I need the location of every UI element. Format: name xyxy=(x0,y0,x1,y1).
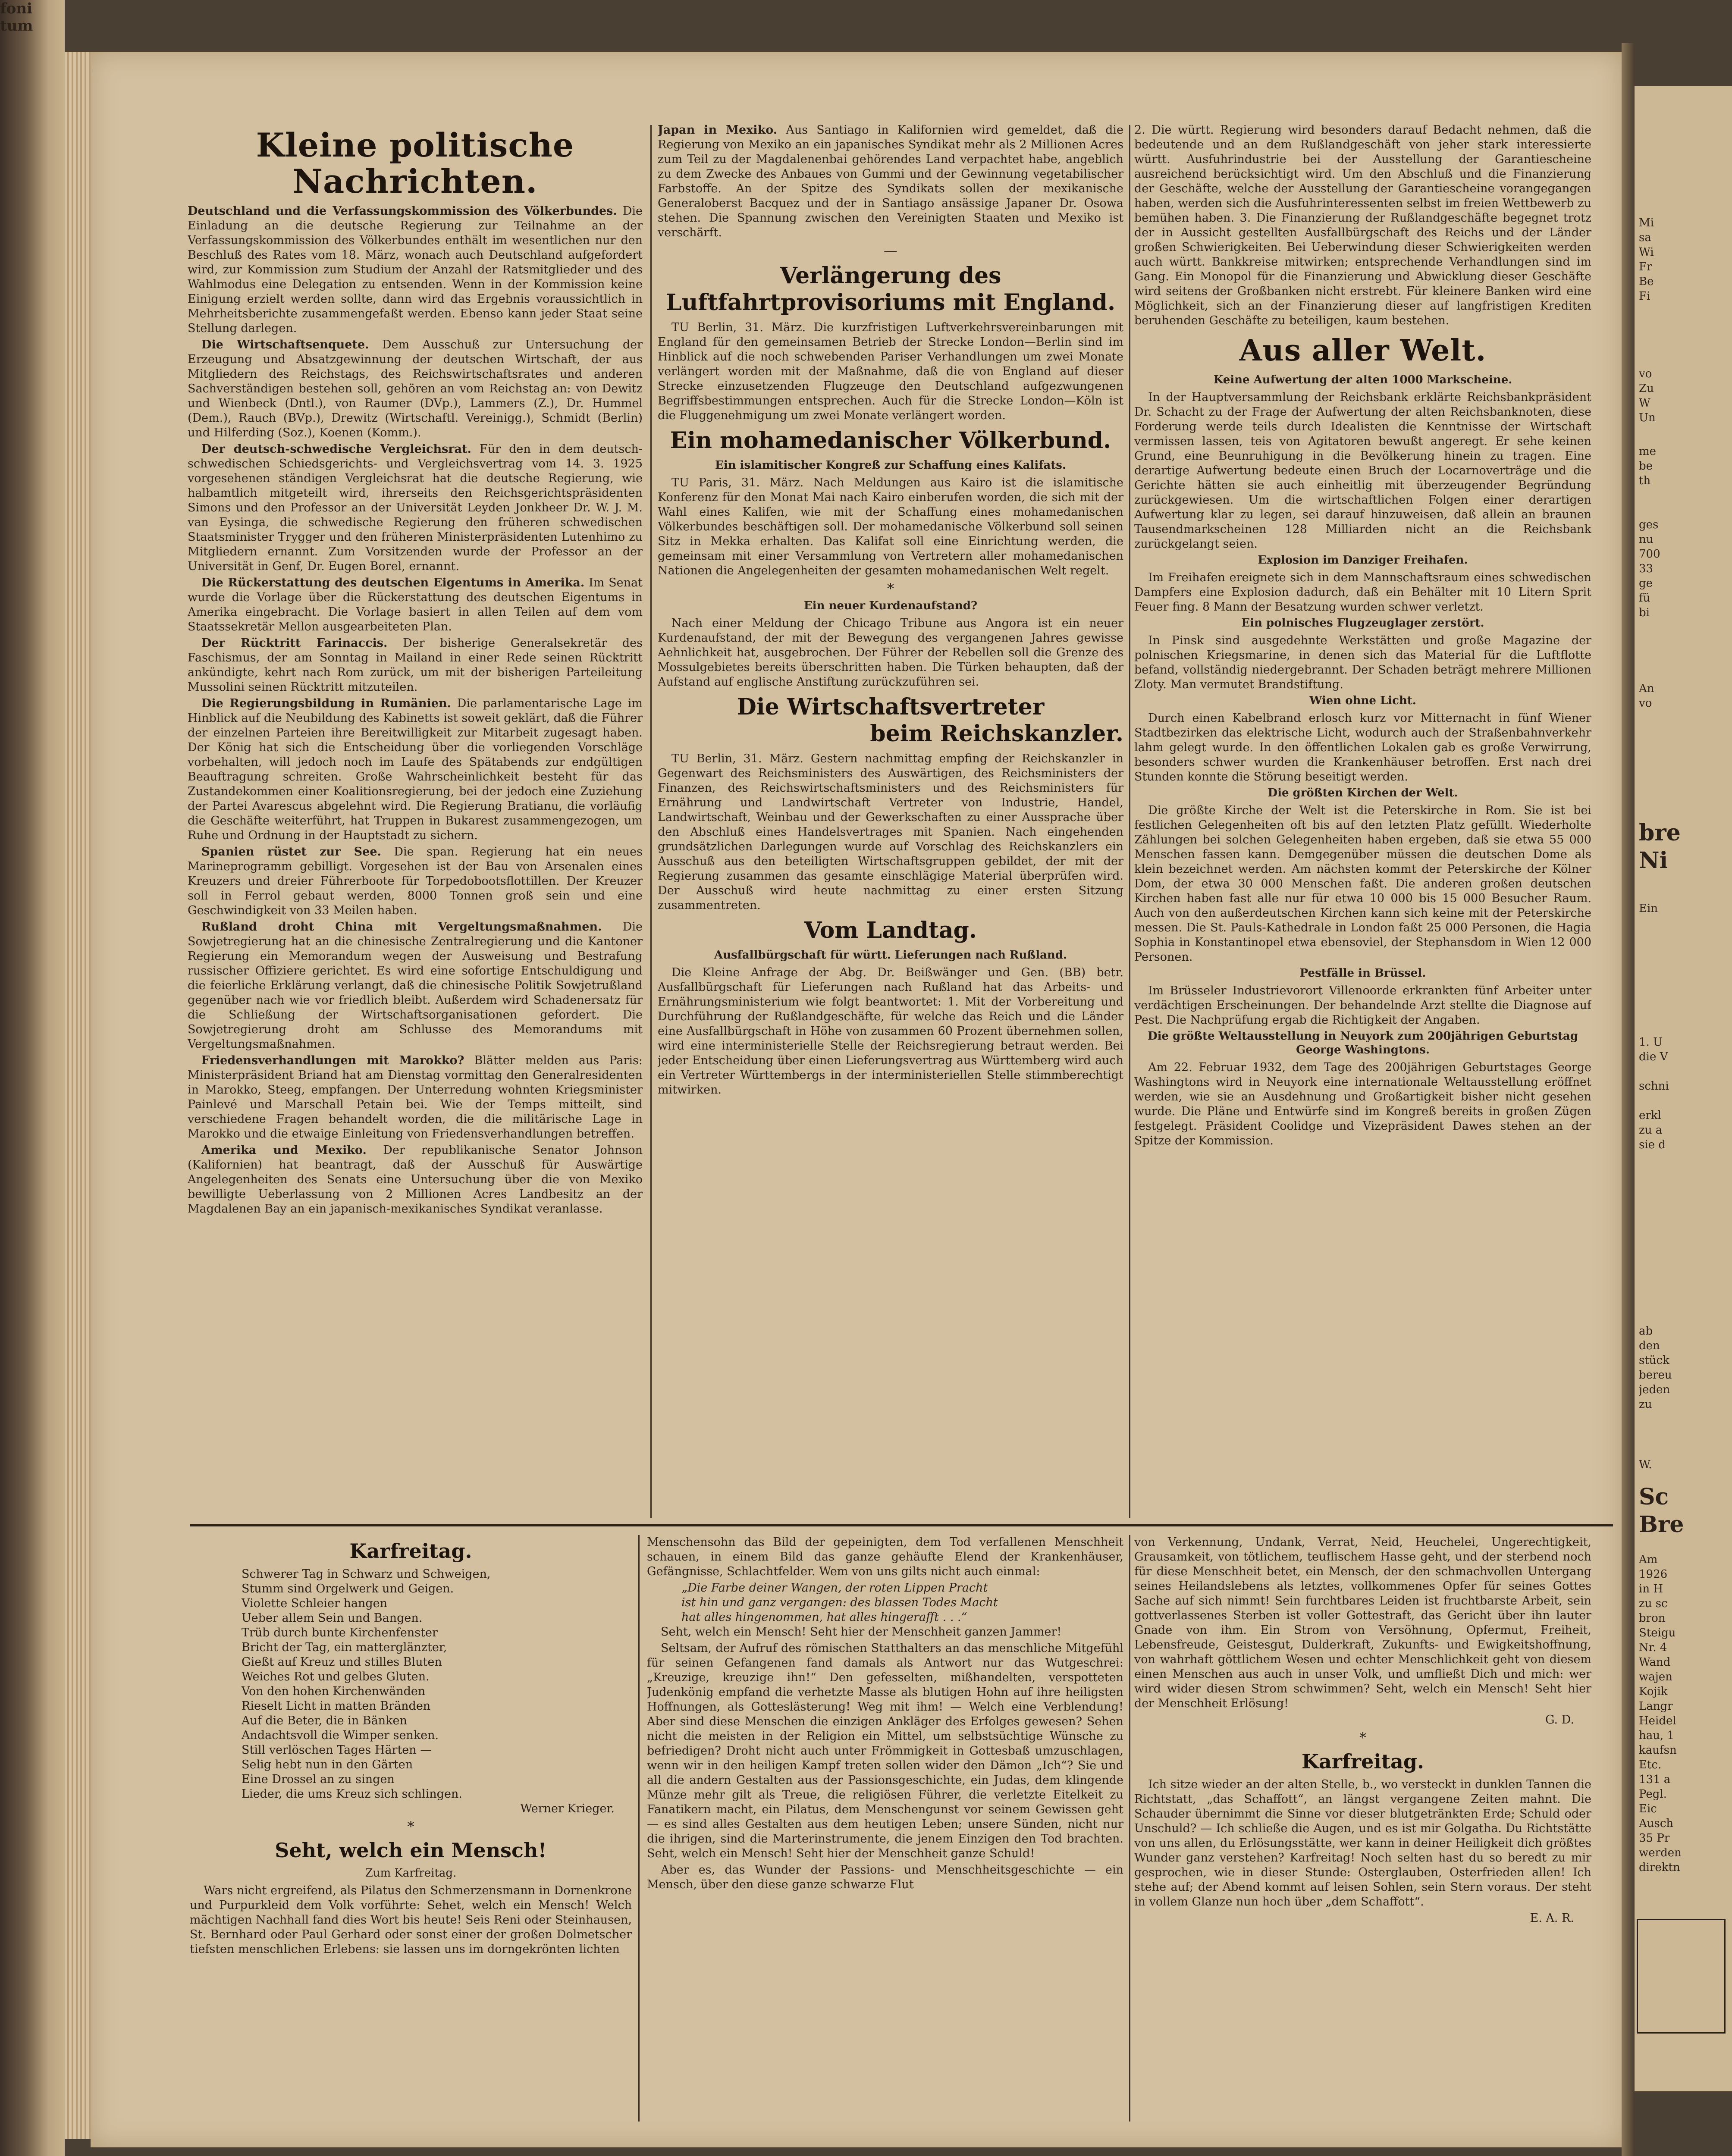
headline-vom-landtag: Vom Landtag. xyxy=(804,917,977,943)
separator-star: — xyxy=(884,242,897,259)
subheadline: Zum Karfreitag. xyxy=(365,1867,457,1880)
book-edge-left xyxy=(0,0,65,2156)
news-item: Der deutsch-schwedische Vergleichsrat. Für den in dem deutsch-schwedischen Schiedsgerichts- und Vergleichsvertrag vom 14. 3. 1925 vorgesehenen ständigen Vergleichsrat hat die deutsche Regierung, wie halbamtlich mitgeteilt wird, ihrerseits den Reichsgerichtspräsidenten Simons und den Professor an der Universität Leyden Jonkheer Dr. W. J. M. van Eysinga, die schwedische Regierung den früheren schwedischen Staatsminister Trygger und den früheren Ministerpräsidenten Lutenhimo zu Mitgliedern ernannt. Zum Vorsitzenden wurde der Professor an der Universität in Genf, Dr. Eugen Borel, ernannt. xyxy=(188,442,643,573)
article-body: TU Berlin, 31. März. Gestern nachmittag empfing der Reichskanzler in Gegenwart des Reichsministers des Auswärtigen, des Reichsministers der Finanzen, des Reichswirtschaftsministers und des Reichsministers für Ernährung und Landwirtschaft Vertreter von Industrie, Handel, Landwirtschaft, Weinbau und der Gewerkschaften zu einer Aussprache über den Abschluß eines Handelsvertrages mit Spanien. Nach eingehenden grundsätzlichen Darlegungen wurde auf Vorschlag des Reichskanzlers ein Ausschuß aus den beteiligten Wirtschaftsgruppen gebildet, der mit der Regierung zusammen das gesamte einschlägige Material überprüfen wird. Der Ausschuß wird heute nachmittag zu einer ersten Sitzung zusammentreten. xyxy=(658,752,1123,912)
column-rule xyxy=(1129,1535,1130,2122)
next-page-fragment: vo Zu W Un xyxy=(1639,367,1656,424)
next-page-fragment: ges nu 700 33 ge fü bi xyxy=(1639,518,1660,619)
news-item: Rußland droht China mit Vergeltungsmaßnahmen. Die Sowjetregierung hat an die chinesische Zentralregierung und die Kantoner Regierung ein Memorandum wegen der Ausweisung und Bestrafung russischer Offiziere gerichtet. Es wird eine sofortige Entschuldigung und die feierliche Erklärung verlangt, daß die chinesische Politik Sowjetrußland gegenüber nach wie vor friedlich bleibt. Außerdem wird Schadenersatz für die Schließung der Wirtschaftsorganisationen gefordert. Die Sowjetregierung droht am Schlusse des Memorandums mit Vergeltungsmaßnahmen. xyxy=(188,920,643,1051)
next-page-fragment: Mi sa Wi Fr Be Fi xyxy=(1639,216,1654,303)
column-rule xyxy=(1129,125,1130,1518)
book-gutter xyxy=(1622,43,1635,2156)
column-1 xyxy=(188,123,643,1520)
news-item: Der Rücktritt Farinaccis. Der bisherige Generalsekretär des Faschismus, der am Sonntag in Mailand in einer Rede seinen Rücktritt ankündigte, kehrt nach Rom zurück, um mit der bisherigen Parteileitung Mussolini seinen Rücktritt mitzuteilen. xyxy=(188,636,643,694)
essay-body: Menschensohn das Bild der gepeinigten, dem Tod verfallenen Menschheit schauen, in einem Bild das ganze gehäufte Elend der Krankenhäuser, Gefängnisse, Schlachtfelder. Wem von uns gilts nicht auch einmal: xyxy=(647,1536,1123,1578)
next-page-fragment: 1. U die V schni erkl zu a sie d xyxy=(1639,1036,1669,1151)
page-stack xyxy=(65,52,91,2139)
next-page-headline: foni tum xyxy=(0,0,33,34)
column-3 xyxy=(1134,123,1591,1520)
next-page-fragment: ab den stück bereu jeden zu xyxy=(1639,1325,1672,1411)
next-page-fragment: W. xyxy=(1639,1458,1652,1471)
poem: Schwerer Tag in Schwarz und Schweigen, Stumm sind Orgelwerk und Geigen. Violette Schleier hangen Ueber allem Sein und Bangen. Trüb durch bunte Kirchenfenster Bricht der Tag, ein matterglänzter, Gießt auf Kreuz und stilles Bluten Weiches Rot und gelbes Gluten. Von den hohen Kirchenwänden Rieselt Licht in matten Bränden Auf die Beter, die in Bänken Andachtsvoll die Wimper senken. Still verlöschen Tages Härten — Selig hebt nun in den Gärten Eine Drossel an zu singen Lieder, die ums Kreuz sich schlingen. xyxy=(242,1567,491,1801)
essay-body: Aber es, das Wunder der Passions- und Menschheitsgeschichte — ein Mensch, über den diese ganze schwarze Flut xyxy=(647,1863,1123,1891)
essay-body: Ich sitze wieder an der alten Stelle, b., wo versteckt in dunklen Tannen die Richtstatt, „das Schaffott“, an längst vergangene Zeiten mahnt. Die Schauder übernimmt die Sinne vor dieser blutgetränkten Erde; Schuld oder Unschuld? — Ich schließe die Augen, und es ist mir Golgatha. Du Richtstätte von uns allen, du Erlösungsstätte, wer kann in deiner Heiligkeit dich größtes Wunder ganz verstehen? Karfreitag! Noch selten hast du so beredt zu mir gesprochen, wie in dieser Stunde: Osterglauben, Osterfrieden allen! Ich stehe auf; der Abend kommt auf leisen Sohlen, sein Stern voraus. Der steht in vollem Glanze nun hoch über „dem Schaffott“. xyxy=(1134,1778,1591,1908)
separator-star: * xyxy=(887,580,894,597)
news-item: Die Rückerstattung des deutschen Eigentums in Amerika. Im Senat wurde die Vorlage über die Rückerstattung des deutschen Eigentums in Amerika eingebracht. Die Vorlage basiert in allen Teilen auf dem vom Staatssekretär Mellon ausgearbeiteten Plan. xyxy=(188,576,643,633)
column-rule xyxy=(638,1535,640,2122)
subheadline: Ein islamitischer Kongreß zur Schaffung eines Kalifats. xyxy=(715,459,1066,472)
separator-star: * xyxy=(407,1818,414,1835)
next-page-ad-box xyxy=(1637,1919,1726,2034)
poem-author: Werner Krieger. xyxy=(520,1802,615,1815)
headline-seht-welch-ein-mensch: Seht, welch ein Mensch! xyxy=(275,1839,547,1862)
subheadline: Die größten Kirchen der Welt. xyxy=(1268,787,1458,799)
subheadline: Wien ohne Licht. xyxy=(1309,694,1416,707)
essay-body: Seht, welch ein Mensch! Seht hier der Menschheit ganzen Jammer! xyxy=(661,1625,1062,1639)
headline-karfreitag-poem: Karfreitag. xyxy=(349,1539,472,1563)
essay-signature: G. D. xyxy=(1545,1713,1574,1727)
news-item: Die Regierungsbildung in Rumänien. Die parlamentarische Lage im Hinblick auf die Neubildung des Kabinetts ist soweit geklärt, daß die Führer der einzelnen Parteien ihre Bereitwilligkeit zur Mitarbeit zugesagt haben. Der König hat sich die Entscheidung über die vorliegenden Vorschläge vorbehalten, will jedoch noch im Laufe des Spätabends zur endgültigen Beauftragung schreiten. Große Wahrscheinlichkeit besteht für das Zustandekommen einer Koalitionsregierung, bei der jedoch eine Zuziehung der Partei Avarescus abgelehnt wird. Die Regierung Bratianu, die vorläufig die Geschäfte weiterführt, hat Truppen in Bukarest zusammengezogen, um Ruhe und Ordnung in der Hauptstadt zu sichern. xyxy=(188,697,643,842)
article-body: Nach einer Meldung der Chicago Tribune aus Angora ist ein neuer Kurdenaufstand, der mit der Bewegung des vergangenen Jahres gewisse Aehnlichkeit hat, ausgebrochen. Der Führer der Rebellen soll die Grenze des Mossulgebietes bereits überschritten haben. Die Türken behaupten, daß der Aufstand auf englische Anstiftung zurückzuführen sei. xyxy=(658,617,1123,689)
news-item: Die Wirtschaftsenquete. Dem Ausschuß zur Untersuchung der Erzeugung und Absatzgewinnung der deutschen Wirtschaft, der aus Mitgliedern des Reichstags, des Reichswirtschaftsrates und anderen Sachverständigen bestehen soll, gehören an vom Reichstag an: von Dewitz und Wienbeck (Dntl.), von Raumer (DVp.), Lammers (Z.), Dr. Hummel (Dem.), Rauch (BVp.), Drewitz (Wirtschaftl. Vereinigg.), Schmidt (Berlin) und Hilferding (Soz.), Koenen (Komm.). xyxy=(188,338,643,439)
news-item: Deutschland und die Verfassungskommission des Völkerbundes. Die Einladung an die deutsche Regierung zur Teilnahme an der Verfassungskommission des Völkerbundes enthält im wesentlichen nur den Beschluß des Rates vom 18. März, wonach auch Deutschland aufgefordert wird, zur Kommission zum Studium der Anzahl der Ratsmitglieder und des Wahlmodus eine Delegation zu entsenden. Wenn in der Kommission keine Einigung erzielt werden sollte, dann wird das Ergebnis voraussichtlich in Mehrheitsberichte zusammengefaßt werden. Ebenso kann jeder Staat seine Stellung darlegen. xyxy=(188,204,643,335)
section-rule xyxy=(190,1524,1613,1526)
news-item: Die größte Kirche der Welt ist die Peterskirche in Rom. Sie ist bei festlichen Gelegenheiten oft bis auf den letzten Platz gefüllt. Wiederholte Zählungen bei solchen Gelegenheiten haben ergeben, daß sie etwa 55 000 Menschen fassen kann. Demgegenüber müssen die deutschen Dome als klein bezeichnet werden. Am nächsten kommt der Peterskirche der Kölner Dom, der etwa 30 000 Menschen faßt. Die anderen großen deutschen Kirchen haben fast alle nur für etwa 10 000 bis 15 000 Besucher Raum. Auch von den außerdeutschen Kirchen kann sich keine mit der Peterskirche messen. Die St. Pauls-Kathedrale in London faßt 25 000 Personen, die Hagia Sophia in Konstantinopel etwa ebensoviel, der Stephansdom in Wien 12 000 Personen. xyxy=(1134,804,1591,964)
column-2 xyxy=(658,123,1123,1520)
article-body: Die Kleine Anfrage der Abg. Dr. Beißwänger und Gen. (BB) betr. Ausfallbürgschaft für Lieferungen nach Rußland hat das Arbeits- und Ernährungsministerium wie folgt beantwortet: 1. Mit der Vorbereitung und Durchführung der Rußlandgeschäfte, für welche das Reich und die Länder eine Ausfallbürgschaft in Höhe von zusammen 60 Prozent übernehmen sollen, wird eine interministerielle Stelle der Reichsregierung betraut werden. Bei jeder Entscheidung über einen Lieferungsvertrag aus Württemberg wird auch ein Vertreter Württembergs in der interministeriellen Stelle stimmberechtigt mitwirken. xyxy=(658,966,1123,1097)
headline-reichskanzler: beim Reichskanzler. xyxy=(870,721,1123,747)
headline-voelkerbund: Ein mohamedanischer Völkerbund. xyxy=(670,427,1111,454)
article-body: TU Berlin, 31. März. Die kurzfristigen Luftverkehrsvereinbarungen mit England für den gemeinsamen Betrieb der Strecke London—Berlin sind im Hinblick auf die noch schwebenden Pariser Verhandlungen um zwei Monate verlängert worden mit der Maßnahme, daß die von England auf dieser Strecke einzusetzenden Flugzeuge den Deutschland aufgezwungenen Begriffsbestimmungen entsprechen. Auch für die Strecke London—Köln ist die Fluggenehmigung um zwei Monate verlängert worden. xyxy=(658,321,1123,422)
news-item: Am 22. Februar 1932, dem Tage des 200jährigen Geburtstages George Washingtons wird in Neuyork eine internationale Weltausstellung eröffnet werden, wie sie an Ausdehnung und Großartigkeit bisher nicht gesehen wurde. Die Pläne und Entwürfe sind im Kongreß bereits in großen Zügen festgelegt. Präsident Coolidge und Vizepräsident Dawes stehen an der Spitze der Kommission. xyxy=(1134,1061,1591,1147)
news-item: Friedensverhandlungen mit Marokko? Blätter melden aus Paris: Ministerpräsident Briand hat am Dienstag vormittag den Generalresidenten in Marokko, Steeg, empfangen. Der Unterredung wohnten Kriegsminister Painlevé und Marschall Petain bei. Wie der Temps mitteilt, sind verschiedene Fragen behandelt worden, die die militärische Lage in Marokko und die etwaige Einleitung von Friedensverhandlungen betreffen. xyxy=(188,1054,643,1141)
news-item: Im Brüsseler Industrievorort Villenoorde erkrankten fünf Arbeiter unter verdächtigen Erscheinungen. Der behandelnde Arzt stellte die Diagnose auf Pest. Die Nachprüfung ergab die Richtigkeit der Angaben. xyxy=(1134,984,1591,1027)
article-continuation: 2. Die württ. Regierung wird besonders darauf Bedacht nehmen, daß die bedeutende und an dem Rußlandgeschäft von jeher stark interessierte württ. Ausfuhrindustrie bei der Ausstellung der Garantiescheine ausreichend berücksichtigt wird. Um den Abschluß und die Finanzierung der Geschäfte, welche der Ausstellung der Garantiescheine vorangegangen haben, werden sich die Ausfuhrinteressenten selbst im freien Wettbewerb zu bemühen haben. 3. Die Finanzierung der Rußlandgeschäfte begegnet trotz der in Aussicht gestellten Ausfallbürgschaft des Reichs und der Länder großen Schwierigkeiten. Bei Ueberwindung dieser Schwierigkeiten werden auch württ. Bankkreise mitwirken; entsprechende Verhandlungen sind im Gang. Ein Monopol für die Finanzierung und Abwicklung dieser Geschäfte wird seitens der Großbanken nicht erstrebt. Für kleinere Banken wird eine Möglichkeit, sich an der Finanzierung dieser auf langfristigen Krediten beruhenden Geschäfte zu beteiligen, kaum bestehen. xyxy=(1134,123,1591,327)
subheadline: Pestfälle in Brüssel. xyxy=(1299,967,1426,980)
feuilleton-column-1 xyxy=(190,1535,632,2126)
news-item: Durch einen Kabelbrand erlosch kurz vor Mitternacht in fünf Wiener Stadtbezirken das elektrische Licht, wodurch auch der Straßenbahnverkehr lahm gelegt wurde. In den öffentlichen Lokalen gab es große Verwirrung, besonders schwer wurden die Krankenhäuser betroffen. Erst nach drei Stunden konnte die Störung beseitigt werden. xyxy=(1134,711,1591,783)
next-page-fragment: me be th xyxy=(1639,445,1657,487)
essay-signature: E. A. R. xyxy=(1530,1912,1574,1925)
separator-star: * xyxy=(1359,1730,1366,1746)
next-page-fragment: An vo xyxy=(1639,682,1654,710)
article-body: TU Paris, 31. März. Nach Meldungen aus Kairo ist die islamitische Konferenz für den Monat Mai nach Kairo einberufen worden, die sich mit der Wahl eines Kalifen, wie mit der Schaffung eines mohamedanischen Völkerbundes beschäftigen soll. Der mohamedanische Völkerbund soll seinen Sitz in Mekka erhalten. Das Kalifat soll eine Einrichtung werden, die gemeinsam mit einer Versammlung von Vertretern aller mohamedanischen Nationen die Angelegenheiten der gesamten mohamedanischen Welt regelt. xyxy=(658,476,1123,577)
news-item: In Pinsk sind ausgedehnte Werkstätten und große Magazine der polnischen Kriegsmarine, in denen sich das Material für die Luftflotte befand, vollständig niedergebrannt. Der Schaden beträgt mehrere Millionen Zloty. Man vermutet Brandstiftung. xyxy=(1134,634,1591,691)
news-item: Spanien rüstet zur See. Die span. Regierung hat ein neues Marineprogramm gebilligt. Vorgesehen ist der Bau von Arsenalen eines Kreuzers und dreier Führerboote für Torpedobootsflottillen. Der Kreuzer soll in Ferrol gebaut werden, 8000 Tonnen groß sein und eine Geschwindigkeit von 33 Meilen haben. xyxy=(188,845,643,917)
feuilleton-column-3 xyxy=(1134,1535,1591,2126)
news-item: Amerika und Mexiko. Der republikanische Senator Johnson (Kalifornien) hat beantragt, daß der Ausschuß für Auswärtige Angelegenheiten des Senats eine Untersuchung über die von Mexiko bewilligte Ueberlassung von 2 Millionen Acres Landbesitz an der Magdalenen Bay an ein japanisch-mexikanisches Syndikat veranlasse. xyxy=(188,1144,643,1216)
headline-kleine-politische-nachrichten: Kleine politische Nachrichten. xyxy=(256,126,574,201)
subheadline: Keine Aufwertung der alten 1000 Markscheine. xyxy=(1213,373,1512,386)
headline-luftfahrt: Verlängerung des Luftfahrtprovisoriums mit England. xyxy=(665,263,1116,316)
headline-aus-aller-welt: Aus aller Welt. xyxy=(1239,333,1487,368)
headline-karfreitag-2: Karfreitag. xyxy=(1301,1750,1425,1773)
quote: „Die Farbe deiner Wangen, der roten Lippen Pracht ist hin und ganz vergangen: des blassen Todes Macht hat alles hingenommen, hat alles hingerafft . . .“ xyxy=(681,1581,998,1624)
essay-body: Wars nicht ergreifend, als Pilatus den Schmerzensmann in Dornenkrone und Purpurkleid dem Volk vorführte: Sehet, welch ein Mensch! Welch mächtigen Nachhall fand dies Wort bis heute! Seis Reni oder Steinhausen, St. Bernhard oder Paul Gerhard oder sonst einer der großen Dolmetscher tiefsten menschlichen Erlebens: sie lassen uns im dorngekrönten lichten xyxy=(190,1884,632,1956)
next-page-headline: Sc Bre xyxy=(1639,1484,1684,1538)
subheadline: Explosion im Danziger Freihafen. xyxy=(1258,554,1468,567)
subheadline: Die größte Weltausstellung in Neuyork zum 200jährigen Geburtstag George Washingtons. xyxy=(1148,1030,1578,1056)
column-rule xyxy=(650,125,652,1518)
news-item: Japan in Mexiko. Aus Santiago in Kalifornien wird gemeldet, daß die Regierung von Mexiko an ein japanisches Syndikat mehr als 2 Millionen Acres zum Teil zu der Magdalenenbai gehörendes Land verpachtet habe, angeblich zu dem Zwecke des Anbaues von Gummi und der Gewinnung vegetabilischer Farbstoffe. An der Spitze des Syndikats sollen der mexikanische Generaloberst Bacquez und der in Santiago ansässige Japaner Dr. Osowa stehen. Die Spannung zwischen den Vereinigten Staaten und Mexiko ist verschärft. xyxy=(658,123,1123,239)
headline-wirtschaftsvertreter: Die Wirtschaftsvertreter xyxy=(737,694,1045,720)
subheadline: Ein neuer Kurdenaufstand? xyxy=(803,599,978,612)
subheadline: Ausfallbürgschaft für württ. Lieferungen nach Rußland. xyxy=(714,949,1067,962)
feuilleton-column-2 xyxy=(647,1535,1123,2126)
essay-body: Seltsam, der Aufruf des römischen Statthalters an das menschliche Mitgefühl für seinen Gefangenen fand damals als Antwort nur das Wutgeschrei: „Kreuzige, kreuzige ihn!“ Den gefesselten, mißhandelten, verspotteten Judenkönig empfand die verhetzte Masse als blutigen Hohn auf ihre heiligsten Hoffnungen, als Gotteslästerung! Weg mit ihm! — Welch eine Verblendung! Aber sind diese Menschen die einzigen Ankläger des Erfolges gewesen? Sehen nicht die meisten in der Religion ein Mittel, um selbstsüchtige Wünsche zu befriedigen? Droht nicht auch unter Frömmigkeit in Gottesbaß umzuschlagen, wenn wir in den heiligen Kampf treten sollen wider den Dämon „Ich“? Sie und all die andern Gestalten aus der Passionsgeschichte, ein Judas, dem klingende Münze mehr gilt als Treue, die religiösen Führer, die verletzte Eitelkeit zu Fanatikern macht, ein Pilatus, dem Menschengunst vor seinem Gewissen geht — es sind alles Gestalten aus dem heutigen Leben; unsere Sünden, nicht nur die ihrigen, sind die Marterinstrumente, die jenem Einzigen den Tod brachten. Seht, welch ein Mensch! Seht hier der Menschheit ganze Schuld! xyxy=(647,1642,1123,1860)
subheadline: Ein polnisches Flugzeuglager zerstört. xyxy=(1241,617,1484,630)
essay-body: von Verkennung, Undank, Verrat, Neid, Heuchelei, Ungerechtigkeit, Grausamkeit, von tötlichem, teuflischem Hasse geht, und der sterbend noch für diese Menschheit betet, ein Mensch, der den schmachvollen Untergang seines Heilandslebens als letztes, vollkommenes Opfer für seines Gottes Sache auf sich nimmt! Sein furchtbares Leiden ist fruchtbarste Arbeit, sein gottverlassenes Sterben ist voller Gottestraft, das Gericht über ihn lauter Gnade von ihm. Ein Strom von Versöhnung, Opfermut, Freiheit, Lebensfreude, Geistesgut, Dulderkraft, Zukunfts- und Ewigkeitshoffnung, von wahrhaft göttlichem Wesen und echter Menschlichkeit geht von diesem einen Menschen aus auch in unser Volk, und umfließt Dich und mich: wer wird wider diesen Strom schwimmen? Seht, welch ein Mensch! Seht hier der Menschheit Erlösung! xyxy=(1134,1536,1591,1710)
news-item: Im Freihafen ereignete sich in dem Mannschaftsraum eines schwedischen Dampfers eine Explosion dadurch, daß ein Behälter mit 10 Litern Sprit Feuer fing. 8 Mann der Besatzung wurden schwer verletzt. xyxy=(1134,571,1591,614)
next-page-fragment: Am 1926 in H zu sc bron Steigu Nr. 4 Wand wajen Kojik Langr Heidel hau, 1 kaufsn Etc. 131 a Pegl. Eic Ausch 35 Pr werden direktn xyxy=(1639,1553,1682,1874)
news-item: In der Hauptversammlung der Reichsbank erklärte Reichsbankpräsident Dr. Schacht zu der Frage der Aufwertung der alten Reichsbanknoten, diese Forderung werde teils durch Idealisten die Kenntnisse der Wirtschaft vermissen lassen, teis von Agitatoren bewußt angeregt. Er sehe keinen Grund, eine Beunruhigung in die Bevölkerung hinein zu tragen. Eine derartige Aufwertung bedeute einen Bruch der Locarnoverträge und die Gerichte hätten sie auch einheitlig mit überzeugender Begründung zurückgewiesen. Um die wirtschaftlichen Folgen einer derartigen Aufwertung klar zu legen, sei darauf hinzuweisen, daß allein an braunen Tausendmarkscheinen 128 Milliarden nicht an die Reichsbank zurückgelangt seien. xyxy=(1134,391,1591,551)
next-page-headline: bre Ni xyxy=(1639,820,1681,874)
next-page-fragment: Ein xyxy=(1639,902,1658,915)
